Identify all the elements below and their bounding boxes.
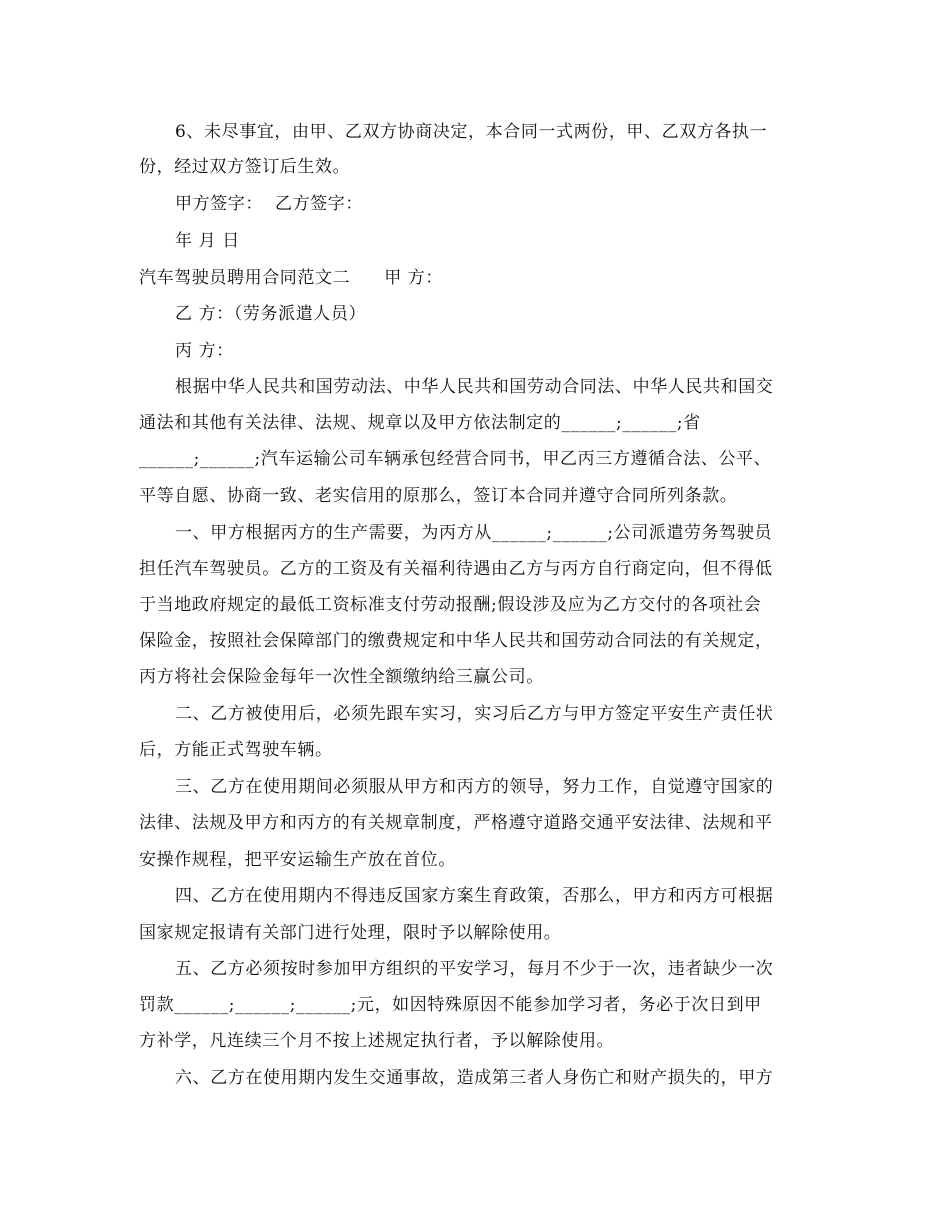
text-line: 份，经过双方签订后生效。 xyxy=(139,157,351,177)
text-line: 法律、法规及甲方和丙方的有关规章制度，严格遵守道路交通平安法律、法规和平 xyxy=(139,813,773,833)
text-line: ______;______;汽车运输公司车辆承包经营合同书，甲乙丙三方遵循合法、公平、 xyxy=(139,449,772,469)
party-a-label: 甲 方： xyxy=(384,268,444,288)
text-line: 后，方能正式驾驶车辆。 xyxy=(139,740,333,760)
text-line: 六、乙方在使用期内发生交通事故，造成第三者人身伤亡和财产损失的，甲方 xyxy=(175,1068,774,1088)
party-b-label: 乙 方：（劳务派遣人员） xyxy=(175,304,367,324)
party-c-label: 丙 方： xyxy=(175,341,234,361)
text-line: 6、未尽事宜，由甲、乙双方协商决定，本合同一式两份，甲、乙双方各执一 xyxy=(175,122,768,142)
text-line: 通法和其他有关法律、法规、规章以及甲方依法制定的______;______;省 xyxy=(139,413,701,433)
text-line: 安操作规程，把平安运输生产放在首位。 xyxy=(139,850,456,870)
text-line: 罚款______;______;______;元，如因特殊原因不能参加学习者，务必于次日到甲 xyxy=(139,995,762,1015)
document-title: 汽车驾驶员聘用合同范文二 xyxy=(139,268,351,288)
text-line: 保险金，按照社会保障部门的缴费规定和中华人民共和国劳动合同法的有关规定， xyxy=(139,631,773,651)
text-line: 五、乙方必须按时参加甲方组织的平安学习，每月不少于一次，违者缺少一次 xyxy=(175,959,774,979)
text-line: 方补学，凡连续三个月不按上述规定执行者，予以解除使用。 xyxy=(139,1031,615,1051)
text-line: 担任汽车驾驶员。乙方的工资及有关福利待遇由乙方与丙方自行商定向，但不得低 xyxy=(139,559,773,579)
text-line: 国家规定报请有关部门进行处理，限时予以解除使用。 xyxy=(139,923,562,943)
text-line: 丙方将社会保险金每年一次性全额缴纳给三赢公司。 xyxy=(139,667,544,687)
heading-line xyxy=(139,266,443,290)
text-line: 平等自愿、协商一致、老实信用的原那么，签订本合同并遵守合同所列条款。 xyxy=(139,486,738,506)
text-line: 二、乙方被使用后，必须先跟车实习，实习后乙方与甲方签定平安生产责任状 xyxy=(175,704,774,724)
text-line: 根据中华人民共和国劳动法、中华人民共和国劳动合同法、中华人民共和国交 xyxy=(175,377,774,397)
text-line: 一、甲方根据丙方的生产需要，为丙方从______;______;公司派遣劳务驾驶员 xyxy=(175,523,773,543)
text-line: 于当地政府规定的最低工资标准支付劳动报酬;假设涉及应为乙方交付的各项社会 xyxy=(139,595,762,615)
text-line: 四、乙方在使用期内不得违反国家方案生育政策，否那么，甲方和丙方可根据 xyxy=(175,886,774,906)
signature-line: 甲方签字： 乙方签字： xyxy=(175,194,364,214)
date-line: 年 月 日 xyxy=(175,231,240,251)
text-line: 三、乙方在使用期间必须服从甲方和丙方的领导，努力工作，自觉遵守国家的 xyxy=(175,777,774,797)
